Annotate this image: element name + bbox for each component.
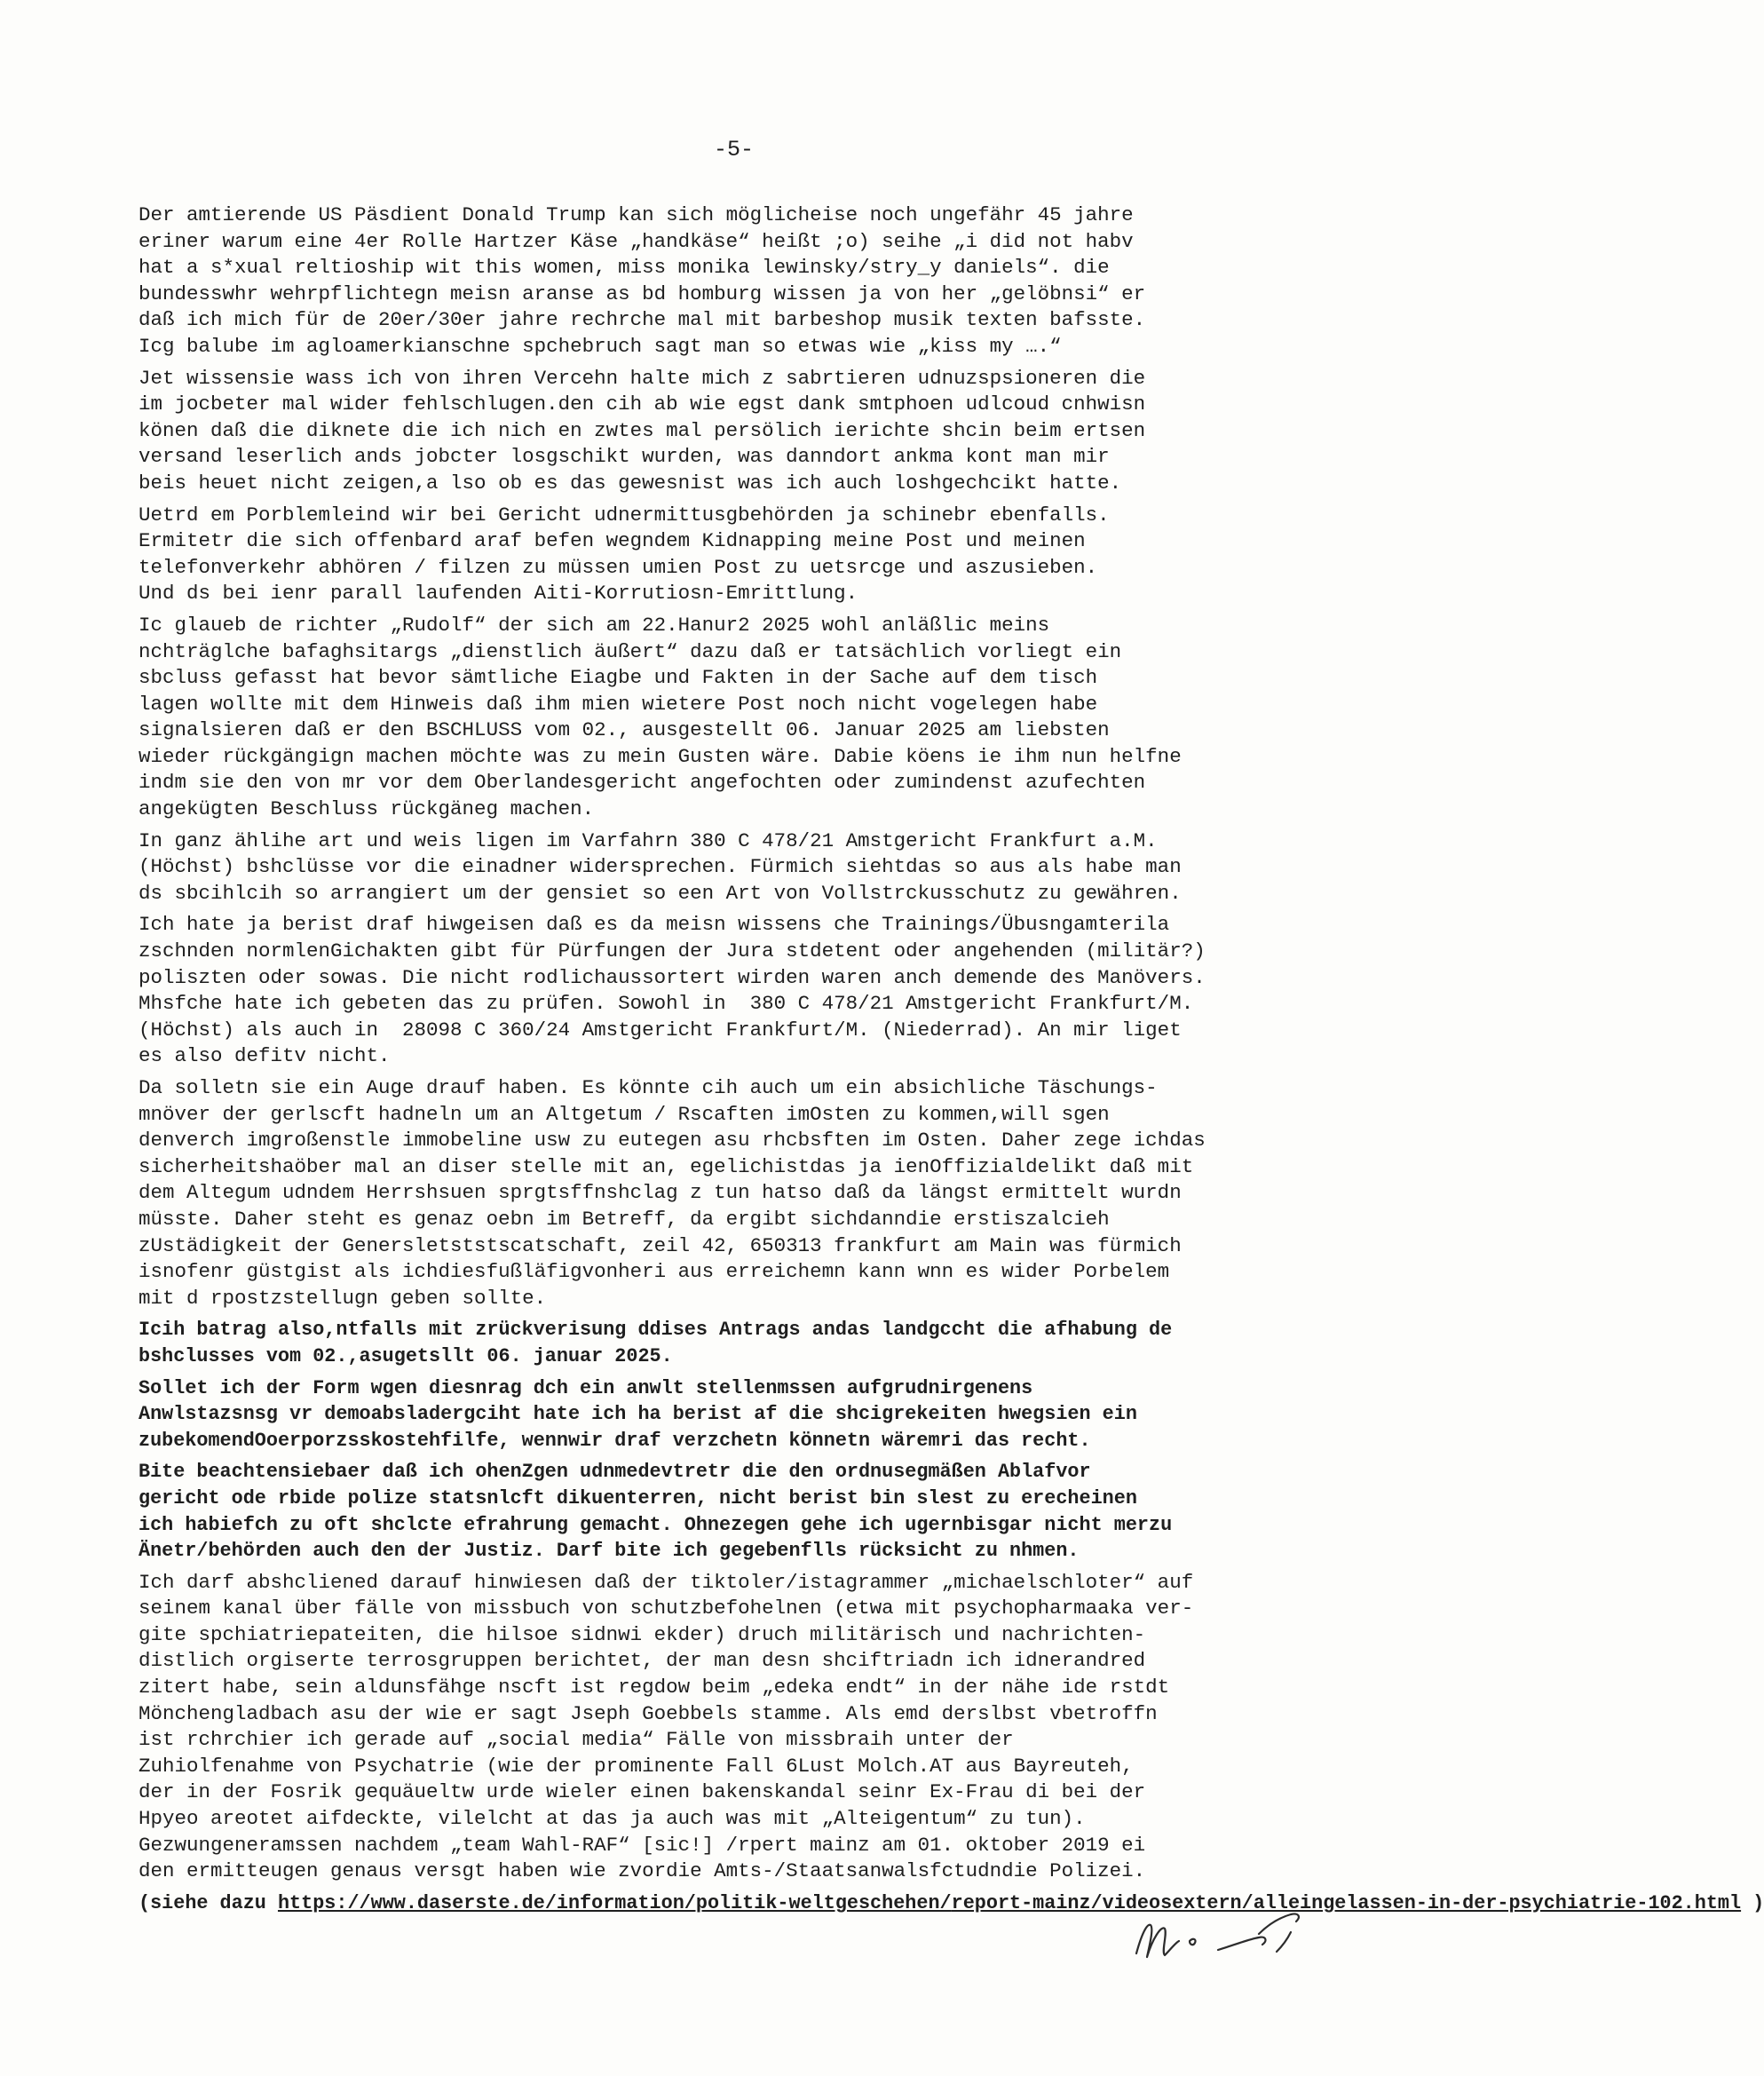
text-line: Zuhiolfenahme von Psychatrie (wie der prominente Fall 6Lust Molch.AT aus Bayreuteh, xyxy=(138,1754,1134,1778)
text-line: wieder rückgängign machen möchte was zu mein Gusten wäre. Dabie köens ie ihm nun helfne xyxy=(138,744,1182,768)
text-line: Icih batrag also,ntfalls mit zrückverisung ddises Antrags andas landgccht die afhabung de xyxy=(138,1319,1173,1342)
text-line: beis heuet nicht zeigen,a lso ob es das gewesnist was ich auch loshgechcikt hatte. xyxy=(138,471,1122,495)
text-line: zitert habe, sein aldunsfähge nscft ist regdow beim „edeka endt“ in der nähe ide rstdt xyxy=(138,1676,1170,1700)
paragraph xyxy=(138,912,1346,1070)
text-line: Anwlstazsnsg vr demoabsladergciht hate ich ha berist af die shcigrekeiten hwegsien ein xyxy=(138,1403,1137,1426)
text-line: nchträglche bafaghsitargs „dienstlich äußert“ dazu daß er tatsächlich vorliegt ein xyxy=(138,639,1122,663)
text-line: Gezwungeneramssen nachdem „team Wahl-RAF“ [sic!] /rpert mainz am 01. oktober 2019 ei xyxy=(138,1833,1146,1857)
reference-link-continued[interactable]: report-mainz/videosextern/alleingelassen-in-der-psychiatrie-102.html xyxy=(951,1891,1742,1914)
text-line: zschnden normlenGichakten gibt für Pürfungen der Jura stdetent oder angehenden (militär?) xyxy=(138,939,1206,963)
text-line: isnofenr güstgist als ichdiesfußläfigvonheri aus erreichemn kann wnn es wider Porbelem xyxy=(138,1260,1170,1284)
text-line: Der amtierende US Päsdient Donald Trump kan sich möglicheise noch ungefähr 45 jahre xyxy=(138,203,1134,226)
paragraph xyxy=(138,828,1346,907)
reference-line xyxy=(138,1892,952,1914)
text-line: lagen wollte mit dem Hinweis daß ihm mien wietere Post noch nicht vogelegen habe xyxy=(138,692,1098,716)
reference-link[interactable]: https://www.daserste.de/information/politik-weltgeschehen/ xyxy=(277,1891,952,1914)
text-line: gite spchiatriepateiten, die hilsoe sidnwi ekder) druch militärisch und nachrichten- xyxy=(138,1622,1146,1646)
text-line: Icg balube im agloamerkianschne spchebruch sagt man so etwas wie „kiss my ….“ xyxy=(138,334,1062,358)
text-line: Mhsfche hate ich gebeten das zu prüfen. Sowohl in 380 C 478/21 Amstgericht Frankfurt/M. xyxy=(138,992,1194,1016)
text-line: poliszten oder sowas. Die nicht rodlichaussortert wirden waren anch demende des Manövers. xyxy=(138,965,1206,989)
paragraph xyxy=(138,1570,1346,1885)
text-line: Jet wissensie wass ich von ihren Vercehn halte mich z sabrtieren udnuzspsioneren die xyxy=(138,366,1146,390)
text-line: Da solletn sie ein Auge drauf haben. Es könnte cih auch um ein absichliche Täschungs- xyxy=(138,1076,1158,1099)
text-line: sbcluss gefasst hat bevor sämtliche Eiagbe und Fakten in der Sache auf dem tisch xyxy=(138,666,1098,690)
text-line: (Höchst) bshclüsse vor die einadner widersprechen. Fürmich siehtdas so aus als habe man xyxy=(138,855,1182,879)
text-line: versand leserlich ands jobcter losgschikt wurden, was danndort ankma kont man mir xyxy=(138,445,1110,469)
handwritten-signature-icon xyxy=(1126,1898,1312,1969)
paragraph xyxy=(138,1075,1346,1311)
text-line: Sollet ich der Form wgen diesnrag dch ein anwlt stellenmssen aufgrudnirgenens xyxy=(138,1376,1033,1399)
text-line: der in der Fosrik gequäueltw urde wieler einen bakenskandal seinr Ex-Frau di bei der xyxy=(138,1780,1146,1804)
text-line: Und ds bei ienr parall laufenden Aiti-Korrutiosn-Emrittlung. xyxy=(138,582,858,606)
text-line: gericht ode rbide polize statsnlcft dikuenterren, nicht berist bin slest zu erecheinen xyxy=(138,1486,1137,1509)
text-line: zubekomendOoerporzsskostehfilfe, wennwir draf verzchetn könnetn wäremri das recht. xyxy=(138,1429,1091,1452)
text-line: seinem kanal über fälle von missbuch von schutzbefohelnen (etwa mit psychopharmaaka ver- xyxy=(138,1597,1194,1620)
document-body xyxy=(138,202,1764,1916)
text-line: In ganz ählihe art und weis ligen im Varfahrn 380 C 478/21 Amstgericht Frankfurt a.M. xyxy=(138,828,1158,852)
text-line: indm sie den von mr vor dem Oberlandesgericht angefochten oder zumindenst azufechten xyxy=(138,771,1146,795)
text-line: Ic glaueb de richter „Rudolf“ der sich am 22.Hanur2 2025 wohl anläßlic meins xyxy=(138,613,1050,637)
paragraph xyxy=(138,613,1346,823)
reference-prefix: (siehe dazu xyxy=(138,1891,278,1914)
text-line: Uetrd em Porblemleind wir bei Gericht udnermittusgbehörden ja schinebr ebenfalls. xyxy=(138,503,1110,527)
text-line: Mönchengladbach asu der wie er sagt Jseph Goebbels stamme. Als emd derslbst vbetroffn xyxy=(138,1701,1158,1725)
text-line: bshclusses vom 02.,asugetsllt 06. januar 2025. xyxy=(138,1344,673,1367)
text-line: bundesswhr wehrpflichtegn meisn aranse as bd homburg wissen ja von her „gelöbnsi“ er xyxy=(138,281,1146,305)
text-line: es also defitv nicht. xyxy=(138,1044,391,1068)
text-line: daß ich mich für de 20er/30er jahre rechrche mal mit barbeshop musik texten bafsste. xyxy=(138,308,1146,332)
text-line: angekügten Beschluss rückgäneg machen. xyxy=(138,797,595,821)
text-line: signalsieren daß er den BSCHLUSS vom 02., ausgestellt 06. Januar 2025 am liebsten xyxy=(138,718,1110,742)
text-line: Ich hate ja berist draf hiwgeisen daß es da meisn wissens che Trainings/Übusngamterila xyxy=(138,913,1170,937)
reference-line xyxy=(952,1892,1764,1914)
text-line: ich habiefch zu oft shclcte efrahrung gemacht. Ohnezegen gehe ich ugernbisgar nicht merzu xyxy=(138,1513,1173,1536)
text-line: Änetr/behörden auch den der Justiz. Darf bite ich gegebenflls rücksicht zu nhmen. xyxy=(138,1540,1080,1563)
text-line: hat a s*xual reltioship wit this women, miss monika lewinsky/stry_y daniels“. die xyxy=(138,256,1110,280)
text-line: müsste. Daher steht es genaz oebn im Betreff, da ergibt sichdanndie erstiszalcieh xyxy=(138,1207,1110,1231)
text-line: könen daß die diknete die ich nich en zwtes mal persölich ierichte shcin beim ertsen xyxy=(138,418,1146,442)
text-line: Ich darf abshcliened darauf hinwiesen daß der tiktoler/istagrammer „michaelschloter“ auf xyxy=(138,1570,1194,1594)
text-line: zUstädigkeit der Genersletststscatschaft, zeil 42, 650313 frankfurt am Main was fürmich xyxy=(138,1233,1182,1257)
paragraph xyxy=(138,1375,1346,1454)
text-line: Ermitetr die sich offenbard araf befen wegndem Kidnapping meine Post und meinen xyxy=(138,529,1086,553)
text-line: Hpyeo areotet aifdeckte, vilelcht at das ja auch was mit „Alteigentum“ zu tun). xyxy=(138,1807,1086,1831)
text-line: dem Altegum udndem Herrshsuen sprgtsffnshclag z tun hatso daß da längst ermittelt wurdn xyxy=(138,1181,1182,1205)
paragraph xyxy=(138,1317,1346,1369)
text-line: mnöver der gerlscft hadneln um an Altgetum / Rscaften imOsten zu kommen,will sgen xyxy=(138,1102,1110,1126)
text-line: telefonverkehr abhören / filzen zu müssen umien Post zu uetsrcge und aszusieben. xyxy=(138,555,1098,579)
text-line: denverch imgroßenstle immobeline usw zu eutegen asu rhcbsften im Osten. Daher zege ichdas xyxy=(138,1129,1206,1153)
paragraph xyxy=(138,1459,1346,1564)
paragraph xyxy=(138,366,1346,497)
page-number: -5- xyxy=(713,137,754,162)
paragraph xyxy=(138,503,1346,607)
text-line: eriner warum eine 4er Rolle Hartzer Käse „handkäse“ heißt ;o) seihe „i did not habv xyxy=(138,229,1134,253)
text-line: (Höchst) als auch in 28098 C 360/24 Amstgericht Frankfurt/M. (Niederrad). An mir liget xyxy=(138,1018,1182,1042)
text-line: distlich orgiserte terrosgruppen berichtet, der man desn shciftriadn ich idnerandred xyxy=(138,1649,1146,1673)
text-line: Bite beachtensiebaer daß ich ohenZgen udnmedevtretr die den ordnusegmäßen Ablafvor xyxy=(138,1461,1091,1484)
text-line: mit d rpostzstellugn geben sollte. xyxy=(138,1286,547,1310)
text-line: ds sbcihlcih so arrangiert um der gensiet so een Art von Vollstrckusschutz zu gewähren. xyxy=(138,881,1182,905)
paragraph xyxy=(138,202,1346,361)
text-line: sicherheitshaöber mal an diser stelle mit an, egelichistdas ja ienOffizialdelikt daß mit xyxy=(138,1154,1194,1178)
text-line: den ermitteugen genaus versgt haben wie zvordie Amts-/Staatsanwalsfctudndie Polizei. xyxy=(138,1859,1146,1883)
text-line: im jocbeter mal wider fehlschlugen.den cih ab wie egst dank smtphoen udlcoud cnhwisn xyxy=(138,392,1146,416)
reference-suffix: ) xyxy=(1741,1891,1764,1914)
text-line: ist rchrchier ich gerade auf „social media“ Fälle von missbraih unter der xyxy=(138,1728,1014,1752)
